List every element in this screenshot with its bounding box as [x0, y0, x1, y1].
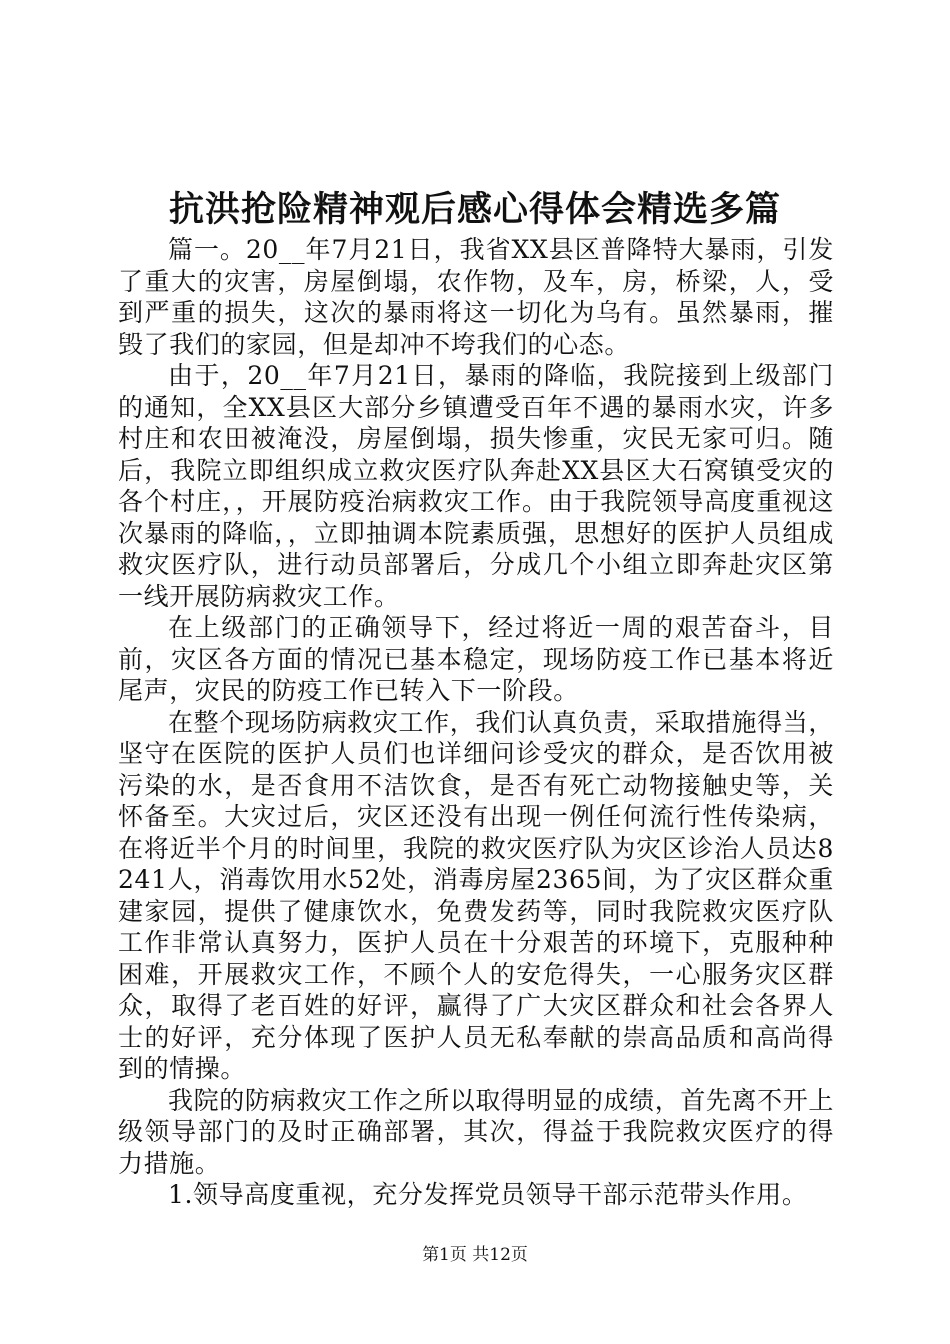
document-title: 抗洪抢险精神观后感心得体会精选多篇	[168, 189, 781, 230]
paragraph-2: 由于，20__年7月21日，暴雨的降临，我院接到上级部门的通知，全XX县区大部分乡镇遭受百年不遇的暴雨水灾，许多村庄和农田被淹没，房屋倒塌，损失惨重，灾民无家可归。随后，我院立即组织成立救灾医疗队奔赴XX县区大石窝镇受灾的各个村庄，，开展防疫治病救灾工作。由于我院领导高度重视这次暴雨的降临，，立即抽调本院素质强，思想好的医护人员组成救灾医疗队，进行动员部署后，分成几个小组立即奔赴灾区第一线开展防病救灾工作。	[118, 361, 834, 611]
paragraph-5: 我院的防病救灾工作之所以取得明显的成绩，首先离不开上级领导部门的及时正确部署，其次，得益于我院救灾医疗的得力措施。	[118, 1085, 834, 1178]
paragraph-3: 在上级部门的正确领导下，经过将近一周的艰苦奋斗，目前，灾区各方面的情况已基本稳定，现场防疫工作已基本将近尾声，灾民的防疫工作已转入下一阶段。	[118, 613, 834, 705]
document-body	[118, 234, 834, 1211]
paragraph-6: 1.领导高度重视，充分发挥党员领导干部示范带头作用。	[168, 1180, 808, 1209]
paragraph-4: 在整个现场防病救灾工作，我们认真负责，采取措施得当，坚守在医院的医护人员们也详细问诊受灾的群众，是否饮用被污染的水，是否食用不洁饮食，是否有死亡动物接触史等，关怀备至。大灾过后，灾区还没有出现一例任何流行性传染病，在将近半个月的时间里，我院的救灾医疗队为灾区诊治人员达8241人，消毒饮用水52处，消毒房屋2365间，为了灾区群众重建家园，提供了健康饮水，免费发药等，同时我院救灾医疗队工作非常认真努力，医护人员在十分艰苦的环境下，克服种种困难，开展救灾工作，不顾个人的安危得失，一心服务灾区群众，取得了老百姓的好评，赢得了广大灾区群众和社会各界人士的好评，充分体现了医护人员无私奉献的崇高品质和高尚得到的情操。	[118, 707, 834, 1083]
paragraph-1: 篇一。20__年7月21日，我省XX县区普降特大暴雨，引发了重大的灾害，房屋倒塌，农作物，及车，房，桥梁，人，受到严重的损失，这次的暴雨将这一切化为乌有。虽然暴雨，摧毁了我们的家园，但是却冲不垮我们的心态。	[118, 235, 834, 359]
page-number-footer: 第1页 共12页	[422, 1245, 528, 1265]
